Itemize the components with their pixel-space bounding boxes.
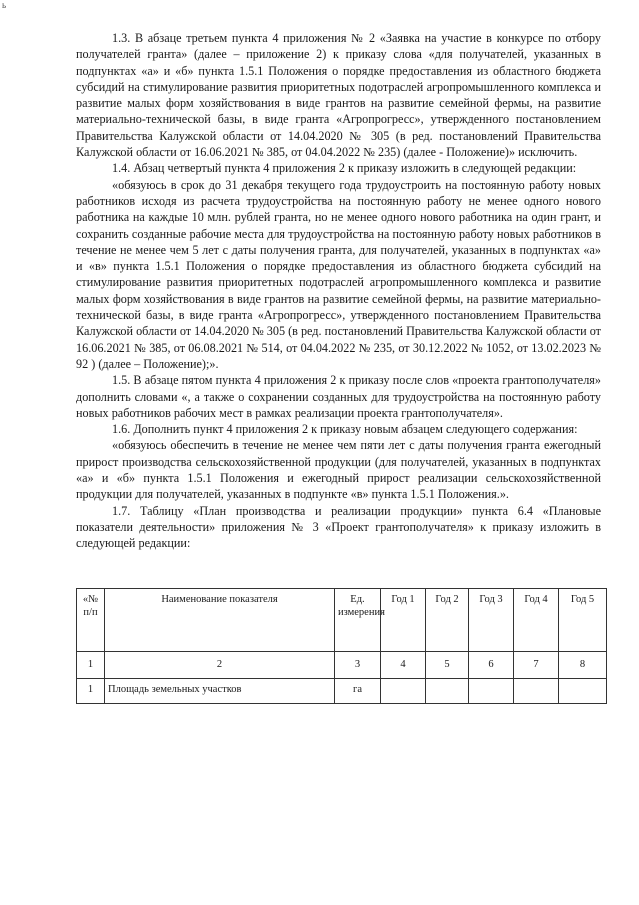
paragraph-1-4: 1.4. Абзац четвертый пункта 4 приложения 2 к приказу изложить в следующей редакции: bbox=[112, 161, 577, 176]
column-number: 6 bbox=[469, 651, 514, 678]
column-number: 5 bbox=[426, 651, 469, 678]
row-year-1-value bbox=[381, 678, 426, 703]
column-number: 1 bbox=[77, 651, 105, 678]
row-year-2-value bbox=[426, 678, 469, 703]
production-plan-table bbox=[76, 588, 607, 704]
order-text bbox=[76, 30, 601, 552]
corner-mark: ь bbox=[2, 0, 7, 10]
column-number-row bbox=[77, 651, 607, 678]
column-number: 2 bbox=[105, 651, 335, 678]
row-number: 1 bbox=[77, 678, 105, 703]
header-year-1: Год 1 bbox=[381, 588, 426, 651]
header-indicator-name: Наименование показателя bbox=[105, 588, 335, 651]
row-unit: га bbox=[335, 678, 381, 703]
column-number: 3 bbox=[335, 651, 381, 678]
paragraph-1-3: 1.3. В абзаце третьем пункта 4 приложения № 2 «Заявка на участие в конкурсе по отбору получателей гранта» (далее – приложение 2) к приказу слова «для получателей, указанных в подпунктах «а» и «б» пункта 1.5.1 Положения о порядке предоставления из областного бюджета субсидий на стимулирование развития приоритетных подотраслей агропромышленного комплекса и развитие малых форм хозяйствования в виде грантов на развитие семейной фермы, на развитие материально-технической базы, в виде гранта «Агропрогресс», утвержденного постановлением Правительства Калужской области от 14.04.2020 № 305 (в ред. постановлений Правительства Калужской области от 16.06.2021 № 385, от 04.04.2022 № 235) (далее - Положение)» исключить. bbox=[76, 31, 601, 160]
paragraph-1-6: 1.6. Дополнить пункт 4 приложения 2 к приказу новым абзацем следующего содержания: bbox=[112, 422, 578, 437]
table-header-row bbox=[77, 588, 607, 651]
column-number: 4 bbox=[381, 651, 426, 678]
header-unit: Ед. измерения bbox=[335, 588, 381, 651]
row-year-3-value bbox=[469, 678, 514, 703]
paragraph-1-4-quote: «обязуюсь в срок до 31 декабря текущего года трудоустроить на постоянную работу новых работников исходя из расчета трудоустройства на постоянную работу не менее одного нового работника на каждые 10 млн. рублей гранта, но не менее одного нового работника на один грант, и сохранить созданные рабочие места для трудоустройства на постоянную работу новых работников в течение не менее чем 5 лет с даты получения гранта, для получателей, указанных в подпунктах «а» и «в» пункта 1.5.1 Положения о порядке предоставления из областного бюджета субсидий на стимулирование развития приоритетных подотраслей агропромышленного комплекса и развитие малых форм хозяйствования в виде грантов на развитие семейной фермы, на развитие материально-технической базы, в виде гранта «Агропрогресс», утвержденного постановлением Правительства Калужской области от 14.04.2020 № 305 (в ред. постановлений Правительства Калужской области от 16.06.2021 № 385, от 06.08.2021 № 514, от 04.04.2022 № 235, от 30.12.2022 № 1052, от 13.02.2023 № 92 ) (далее – Положение);». bbox=[76, 177, 601, 371]
column-number: 7 bbox=[514, 651, 559, 678]
header-year-5: Год 5 bbox=[559, 588, 607, 651]
header-year-4: Год 4 bbox=[514, 588, 559, 651]
header-year-3: Год 3 bbox=[469, 588, 514, 651]
paragraph-1-7: 1.7. Таблицу «План производства и реализации продукции» пункта 6.4 «Плановые показатели деятельности» приложения № 3 «Проект грантополучателя» к приказу изложить в следующей редакции: bbox=[76, 503, 601, 551]
row-year-4-value bbox=[514, 678, 559, 703]
paragraph-1-5: 1.5. В абзаце пятом пункта 4 приложения 2 к приказу после слов «проекта грантополучателя» дополнить словами «, а также о сохранении созданных для трудоустройства на постоянную работу новых работников рабочих мест в рамках реализации проекта грантополучателя». bbox=[76, 373, 601, 420]
document-page bbox=[76, 30, 601, 704]
header-year-2: Год 2 bbox=[426, 588, 469, 651]
table-row bbox=[77, 678, 607, 703]
column-number: 8 bbox=[559, 651, 607, 678]
row-year-5-value bbox=[559, 678, 607, 703]
header-number: «№ п/п bbox=[77, 588, 105, 651]
paragraph-1-6-quote: «обязуюсь обеспечить в течение не менее чем пяти лет с даты получения гранта ежегодный прирост производства сельскохозяйственной продукции (для получателей, указанных в подпунктах «а» и «б» пункта 1.5.1 Положения и ежегодный прирост реализации сельскохозяйственной продукции для получателей, указанных в подпункте «в» пункта 1.5.1 Положения.». bbox=[76, 438, 601, 502]
row-indicator-name: Площадь земельных участков bbox=[105, 678, 335, 703]
